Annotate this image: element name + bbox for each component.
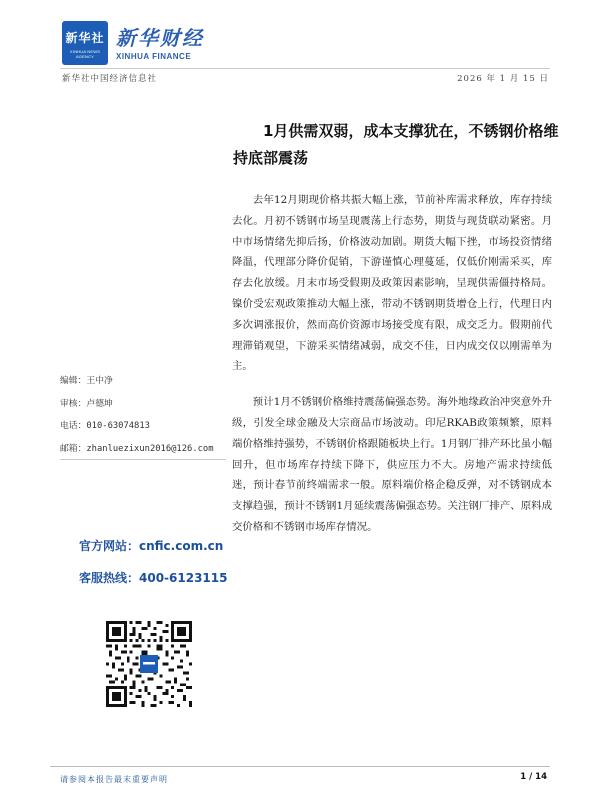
email-label: 邮箱：zhanluezixun2016@126.com	[60, 443, 214, 454]
sidebar-divider	[60, 459, 226, 460]
xinhua-logo-icon: 新华社 XINHUA NEWS AGENCY	[62, 21, 108, 65]
website-link[interactable]: 官方网站：cnfic.com.cn	[79, 539, 224, 553]
page-title: 1月供需双弱，成本支撑犹在，不锈钢价格维持底部震荡	[233, 122, 559, 167]
qr-code-icon	[106, 621, 192, 707]
organization-name: 新华社中国经济信息社	[62, 74, 158, 84]
page-number: 1 / 14	[520, 772, 547, 782]
report-date: 2026 年 1 月 15 日	[457, 74, 549, 84]
header-divider	[60, 68, 550, 69]
report-body	[232, 190, 552, 553]
body-paragraph: 预计1月不锈钢价格维持震荡偏强态势。海外地缘政治冲突意外升级，引发全球金融及大宗商品市场波动。印尼RKAB政策频繁，原料端价格维持强势，不锈钢价格跟随板块上行。1月钢厂排产环比虽小幅回升，但市场库存持续下降下，供应压力不大。房地产需求持续低迷，预计春节前终端需求一般。原料端价格企稳反弹，对不锈钢成本支撑趋强，预计不锈钢1月延续震荡偏强态势。关注钢厂排产、原料成交价格和不锈钢市场库存情况。	[232, 396, 552, 533]
contact-info	[60, 370, 230, 460]
editor-label: 编辑：王中净	[60, 376, 113, 386]
xinhua-finance-logo: 新华财经 XINHUA FINANCE	[116, 26, 204, 61]
footer-divider	[50, 766, 550, 767]
disclaimer-link[interactable]: 请参阅本报告最末重要声明	[60, 775, 168, 784]
phone-label: 电话：010-63074813	[60, 421, 150, 431]
hotline-label: 客服热线：400-6123115	[79, 571, 228, 585]
body-paragraph: 去年12月期现价格共振大幅上涨，节前补库需求释放，库存持续去化。月初不锈钢市场呈现震荡上行态势，期货与现货联动紧密。月中市场情绪先抑后扬，价格波动加剧。期货大幅下挫，市场投资情绪降温，代理部分降价促销，下游谨慎心理蔓延，仅低价刚需采买，库存去化放缓。月末市场受假期及政策因素影响，呈现供需僵持格局。镍价受宏观政策推动大幅上涨，带动不锈钢期货增仓上行，代理日内多次调涨报价，然而高价资源市场接受度有限，成交乏力。假期前代理滞销观望，下游采买情绪减弱，成交不佳，日内成交仅以刚需单为主。	[232, 194, 552, 373]
reviewer-label: 审核：卢德坤	[60, 398, 113, 409]
